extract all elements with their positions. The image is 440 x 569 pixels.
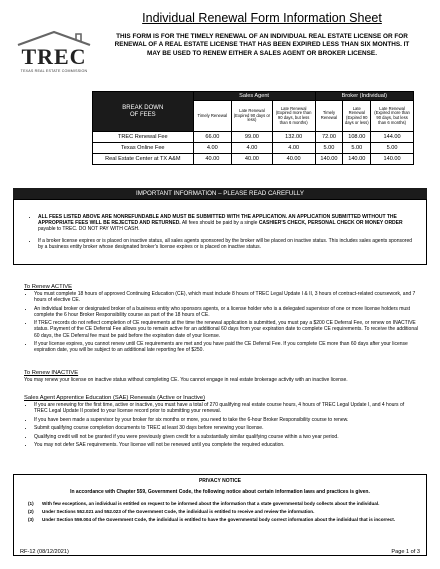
fee-cell: 5.00: [343, 143, 371, 154]
col-header: Timely Renewal: [193, 101, 232, 132]
privacy-item-text: Under Sections 552.021 and 552.023 of the Government Code, the individual is entitled to receive and review the information.: [42, 508, 315, 514]
table-row: [93, 143, 414, 154]
col-header: Late Renewal (Expired 90 days or less): [343, 101, 371, 132]
renew-inactive-section: [24, 369, 419, 383]
table-row: [93, 132, 414, 143]
list-item: • If your license expires, you cannot renew until CE requirements are met and you have paid the CE Deferral Fee. If you complete CE more than 60 days after your license expiration date, you will be subject to an additional late reporting fee of $250.: [34, 341, 419, 353]
fee-table: [92, 91, 414, 165]
important-bold: ALL FEES LISTED ABOVE ARE NONREFUNDABLE AND MUST BE SUBMITTED WITH THE APPLICATION. AN APPLICATION SUBMITTED WITHOUT THE APPROPRIATE FEES WILL BE REJECTED AND RETURNED.: [38, 214, 397, 227]
svg-text:TREC: TREC: [21, 44, 87, 68]
fee-cell: 72.00: [315, 132, 343, 143]
intro-text: THIS FORM IS FOR THE TIMELY RENEWAL OF AN INDIVIDUAL REAL ESTATE LICENSE OR FOR RENEWAL OF A REAL ESTATE LICENSE THAT HAS BEEN EXPIRED LESS THAN SIX MONTHS. IT MAY BE USED TO RENEW EITHER A SALES AGENT OR BROKER LICENSE.: [114, 33, 410, 57]
col-header: Late Renewal (Expired 90 days or less): [232, 101, 273, 132]
important-bold: CASHIER'S CHECK, PERSONAL CHECK OR MONEY ORDER: [258, 220, 403, 227]
break-down-header: BREAK DOWN OF FEES: [93, 92, 194, 132]
list-item: • If you are renewing for the first time, active or inactive, you must have a total of 270 qualifying real estate course hours, 4 hours of TREC Legal Update I, and 4 hours of TREC Legal Update II posted to your license record prior to submitting your renewal.: [34, 402, 419, 414]
list-item: • You may not defer SAE requirements. Your license will not be renewed until you complete the required education.: [34, 442, 419, 448]
important-box: [13, 199, 427, 265]
fee-cell: 140.00: [315, 154, 343, 165]
important-text: payable to TREC. DO NOT PAY WITH CASH.: [38, 226, 140, 233]
privacy-item: [28, 501, 412, 507]
privacy-item-text: With few exceptions, an individual is entitled on request to be informed about the information that a state governmental body collects about the individual.: [42, 501, 380, 506]
house-logo-icon: [14, 30, 94, 68]
important-item: • If a broker license expires or is placed on inactive status, all sales agents sponsored by the broker will be placed on inactive status. This includes sales agents sponsored by a business entity broker whose designated broker's license expires or is placed on inactive status.: [38, 238, 414, 250]
privacy-item-number: (3): [28, 516, 34, 522]
col-header: Timely Renewal: [315, 101, 343, 132]
fee-cell: 40.00: [232, 154, 273, 165]
col-header: Late Renewal (Expired more than 90 days, but less than 6 months): [272, 101, 315, 132]
fee-cell: 132.00: [272, 132, 315, 143]
col-header: Late Renewal (Expired more than 90 days, but less than 6 months): [371, 101, 414, 132]
row-label: TREC Renewal Fee: [93, 132, 194, 143]
section-heading: Sales Agent Apprentice Education (SAE) Renewals (Active or Inactive): [24, 395, 206, 401]
privacy-item: [28, 509, 412, 515]
inactive-text: You may renew your license on inactive status without completing CE. You cannot engage in real estate brokerage activity with an inactive license.: [24, 377, 348, 383]
privacy-item-text: Under Section 559.004 of the Government Code, the individual is entitled to have the governmental body correct information about the individual that is incorrect.: [42, 516, 396, 522]
section-heading: To Renew INACTIVE: [24, 370, 79, 376]
list-item: • Submit qualifying course completion documents to TREC at least 30 days before renewing your license.: [34, 425, 419, 431]
fee-cell: 40.00: [193, 154, 232, 165]
important-header: IMPORTANT INFORMATION – PLEASE READ CAREFULLY: [13, 188, 427, 199]
row-label: Texas Online Fee: [93, 143, 194, 154]
privacy-item-number: (2): [28, 508, 34, 514]
list-item: • If you have been made a supervisor by your broker for six months or more, you need to take the 6-hour Broker Responsibility course to renew.: [34, 417, 419, 423]
page-title: Individual Renewal Form Information Sheet: [142, 11, 382, 25]
sae-section: [24, 394, 419, 451]
fee-cell: 4.00: [232, 143, 273, 154]
privacy-notice: [13, 474, 427, 556]
important-item: [38, 214, 414, 233]
fee-cell: 5.00: [371, 143, 414, 154]
privacy-heading: PRIVACY NOTICE: [198, 478, 242, 484]
trec-logo: [14, 30, 94, 78]
fee-cell: 4.00: [272, 143, 315, 154]
list-item: • An individual broker or designated broker of a business entity who sponsors agents, or a license holder who is a delegated supervisor of one or more license holders must complete the 6 hour Broker Responsibility course as part of the 18 hours of CE.: [34, 306, 419, 318]
fee-cell: 144.00: [371, 132, 414, 143]
broker-header: Broker (Individual): [315, 92, 413, 101]
logo-subtitle: TEXAS REAL ESTATE COMMISSION: [20, 69, 88, 73]
renew-active-section: [24, 283, 419, 356]
section-heading: To Renew ACTIVE: [24, 284, 73, 290]
fee-cell: 4.00: [193, 143, 232, 154]
list-item: • You must complete 18 hours of approved Continuing Education (CE), which must include 8 hours of TREC Legal Update I & II, 3 hours of contract-related coursework, and 7 hours of elective CE.: [34, 291, 419, 303]
form-id: RF-12 (08/12/2021): [20, 549, 69, 555]
fee-cell: 66.00: [193, 132, 232, 143]
fee-cell: 5.00: [315, 143, 343, 154]
list-item: • If TREC records do not reflect completion of CE requirements at the time the renewal application is submitted, you must pay a $200 CE Deferral Fee, or renew on INACTIVE status. Payment of the CE Deferral Fee allows you to remain active for an additional 60 days from your expiration date to complete CE requirements. To receive the additional 60 days, the CE Deferral fee must be paid before the expiration date of your license.: [34, 320, 419, 338]
privacy-item-number: (1): [28, 501, 34, 506]
fee-cell: 99.00: [232, 132, 273, 143]
fee-cell: 40.00: [272, 154, 315, 165]
list-item: • Qualifying credit will not be granted if you were previously given credit for a substantially similar qualifying course within a two year period.: [34, 434, 419, 440]
important-text: All fees should be paid by a single: [180, 220, 259, 227]
fee-cell: 108.00: [343, 132, 371, 143]
page-number: Page 1 of 3: [391, 549, 420, 555]
sales-agent-header: Sales Agent: [193, 92, 315, 101]
fee-cell: 140.00: [343, 154, 371, 165]
table-row: [93, 154, 414, 165]
fee-cell: 140.00: [371, 154, 414, 165]
privacy-intro: In accordance with Chapter 559, Government Code, the following notice about certain information laws and practices is given.: [70, 489, 370, 495]
privacy-item: [28, 517, 412, 523]
row-label: Real Estate Center at TX A&M: [93, 154, 194, 165]
